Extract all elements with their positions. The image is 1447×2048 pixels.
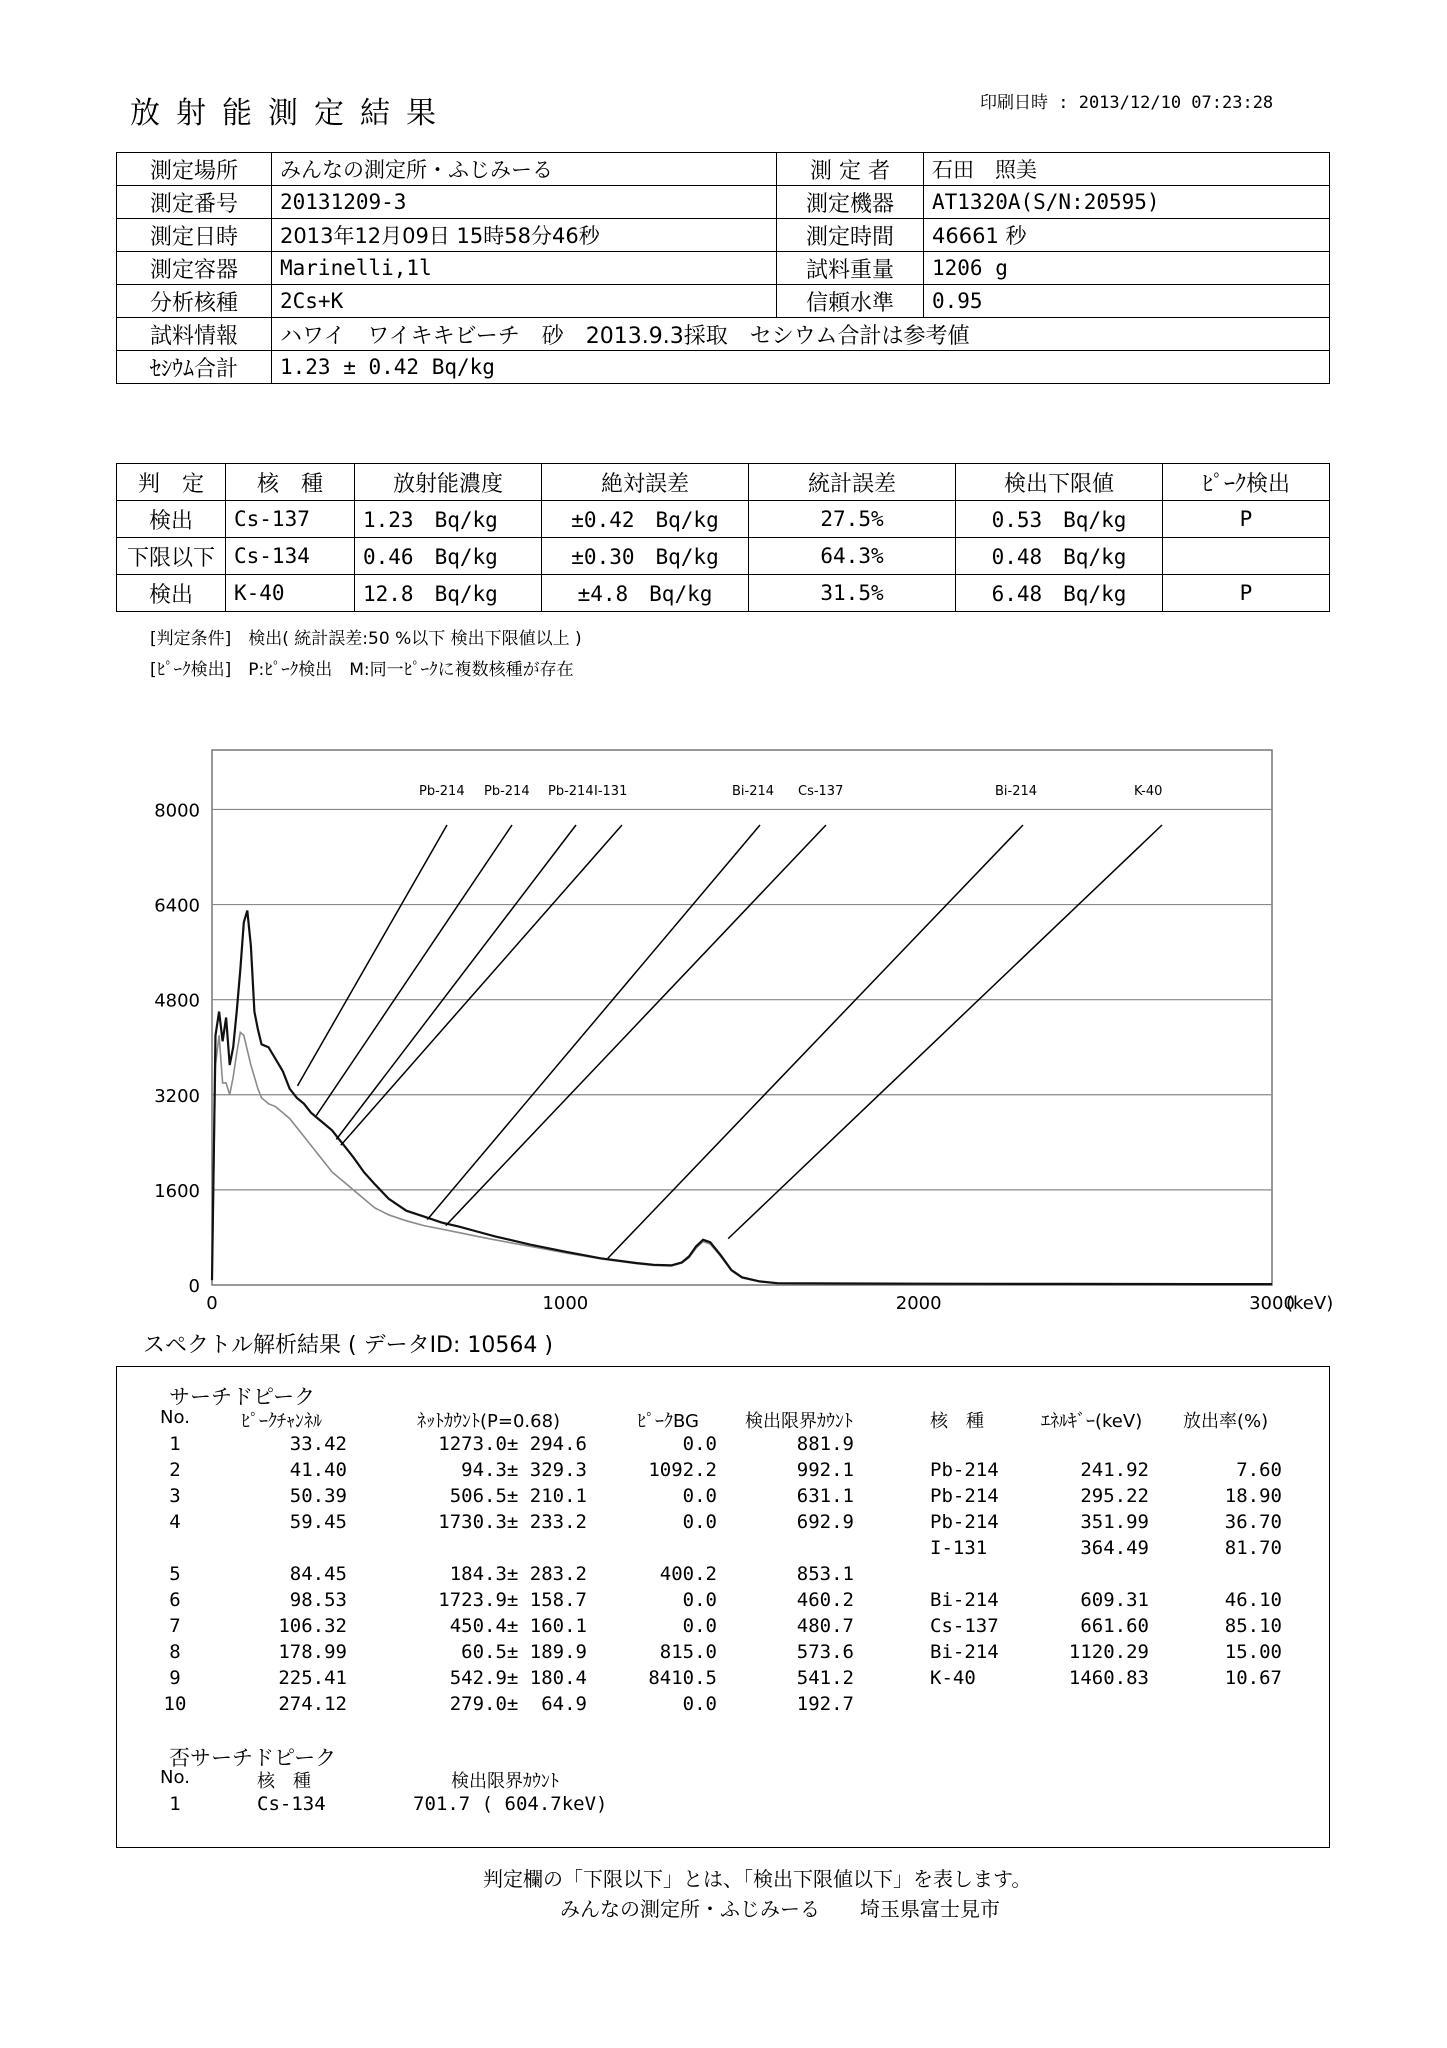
peak-cell-energy: 241.92	[1080, 1459, 1149, 1481]
absolute-error: ±0.30 Bq/kg	[542, 538, 749, 575]
result-header: 絶対誤差	[542, 464, 749, 501]
peak-detection-note: [ﾋﾟｰｸ検出] P:ﾋﾟｰｸ検出 M:同一ﾋﾟｰｸに複数核種が存在	[150, 660, 574, 680]
absolute-error: ±0.42 Bq/kg	[542, 501, 749, 538]
cesium-total-label: ｾｼｳﾑ合計	[117, 351, 272, 384]
y-tick-label: 3200	[154, 1085, 200, 1107]
peak-cell-bg: 0.0	[682, 1589, 717, 1611]
peak-cell-rate: 18.90	[1224, 1485, 1282, 1507]
non-search-cell-limit: 701.7 ( 604.7keV)	[413, 1793, 608, 1815]
info-value: 46661 秒	[924, 219, 1330, 252]
peak-cell-no: 8	[169, 1641, 181, 1663]
peak-table-header: ｴﾈﾙｷﾞｰ(keV)	[1041, 1411, 1143, 1432]
sample-info-value: ハワイ ワイキキビーチ 砂 2013.9.3採取 セシウム合計は参考値	[272, 318, 1330, 351]
result-row	[117, 501, 1330, 538]
document-title: 放射能測定結果	[130, 96, 452, 131]
peak-cell-bg: 815.0	[659, 1641, 717, 1663]
peak-cell-nuc: Pb-214	[930, 1511, 999, 1533]
search-peaks-title: サーチドピーク	[169, 1385, 316, 1409]
info-value: 2Cs+K	[272, 285, 777, 318]
peak-cell-net: 1723.9± 158.7	[438, 1589, 587, 1611]
peak-annotation-label: Pb-214	[548, 784, 594, 799]
result-table	[116, 463, 1330, 612]
peak-annotation-label: Pb-214	[419, 784, 465, 799]
info-value: 2013年12月09日 15時58分46秒	[272, 219, 777, 252]
spectrum-chart	[150, 745, 1350, 1325]
peak-cell-no: 1	[169, 1433, 181, 1455]
non-search-peaks-title: 否サーチドピーク	[169, 1746, 337, 1770]
x-axis-unit-label: (keV)	[1286, 1293, 1334, 1314]
footer-organization: みんなの測定所・ふじみーる 埼玉県富士見市	[560, 1897, 1000, 1921]
peak-cell-rate: 10.67	[1224, 1667, 1282, 1689]
peak-cell-ch: 274.12	[278, 1693, 347, 1715]
peak-table-header: ﾋﾟｰｸBG	[637, 1411, 699, 1432]
peak-cell-ch: 98.53	[289, 1589, 347, 1611]
peak-analysis-box	[116, 1366, 1330, 1848]
x-tick-label: 1000	[542, 1293, 589, 1314]
non-search-header: No.	[160, 1767, 190, 1788]
peak-cell-ch: 106.32	[278, 1615, 347, 1637]
info-row	[117, 186, 1330, 219]
peak-cell-lim: 480.7	[796, 1615, 854, 1637]
peak-table-header: 核 種	[930, 1411, 984, 1432]
peak-cell-no: 6	[169, 1589, 181, 1611]
peak-cell-net: 184.3± 283.2	[449, 1563, 587, 1585]
peak-cell-energy: 609.31	[1080, 1589, 1149, 1611]
peak-detection	[1163, 538, 1330, 575]
peak-cell-lim: 631.1	[796, 1485, 854, 1507]
info-label: 測定機器	[777, 186, 924, 219]
statistical-error: 27.5%	[749, 501, 956, 538]
peak-detection: P	[1163, 575, 1330, 612]
info-value: Marinelli,1l	[272, 252, 777, 285]
absolute-error: ±4.8 Bq/kg	[542, 575, 749, 612]
peak-cell-nuc: K-40	[930, 1667, 976, 1689]
peak-cell-ch: 59.45	[289, 1511, 347, 1533]
peak-cell-net: 450.4± 160.1	[449, 1615, 587, 1637]
peak-cell-nuc: Cs-137	[930, 1615, 999, 1637]
peak-cell-energy: 364.49	[1080, 1537, 1149, 1559]
concentration: 1.23 Bq/kg	[355, 501, 542, 538]
peak-cell-lim: 573.6	[796, 1641, 854, 1663]
peak-annotation-label: Pb-214	[484, 784, 530, 799]
peak-cell-energy: 661.60	[1080, 1615, 1149, 1637]
peak-cell-net: 279.0± 64.9	[449, 1693, 587, 1715]
spectrum-analysis-title: スペクトル解析結果 ( データID: 10564 )	[143, 1333, 553, 1358]
peak-cell-no: 3	[169, 1485, 181, 1507]
result-header: ﾋﾟｰｸ検出	[1163, 464, 1330, 501]
peak-annotation-label: Bi-214	[995, 784, 1038, 799]
result-header: 統計誤差	[749, 464, 956, 501]
peak-cell-bg: 400.2	[659, 1563, 717, 1585]
peak-cell-nuc: Bi-214	[930, 1589, 999, 1611]
peak-cell-no: 4	[169, 1511, 181, 1533]
peak-cell-rate: 81.70	[1224, 1537, 1282, 1559]
peak-cell-bg: 0.0	[682, 1693, 717, 1715]
judgement-condition-note: [判定条件] 検出( 統計誤差:50 %以下 検出下限値以上 )	[150, 629, 582, 649]
peak-cell-lim: 460.2	[796, 1589, 854, 1611]
peak-cell-lim: 992.1	[796, 1459, 854, 1481]
statistical-error: 64.3%	[749, 538, 956, 575]
peak-cell-rate: 46.10	[1224, 1589, 1282, 1611]
detection-limit: 0.53 Bq/kg	[956, 501, 1163, 538]
detection-limit: 0.48 Bq/kg	[956, 538, 1163, 575]
info-value: 1206 g	[924, 252, 1330, 285]
y-tick-label: 0	[188, 1276, 200, 1297]
peak-cell-no: 9	[169, 1667, 181, 1689]
result-row	[117, 575, 1330, 612]
x-tick-label: 2000	[895, 1293, 942, 1314]
info-label: 測定容器	[117, 252, 272, 285]
peak-cell-ch: 50.39	[289, 1485, 347, 1507]
measurement-info-table	[116, 152, 1330, 384]
non-search-header: 核 種	[257, 1771, 311, 1792]
peak-cell-nuc: Bi-214	[930, 1641, 999, 1663]
peak-cell-lim: 853.1	[796, 1563, 854, 1585]
concentration: 12.8 Bq/kg	[355, 575, 542, 612]
statistical-error: 31.5%	[749, 575, 956, 612]
info-row	[117, 153, 1330, 186]
peak-cell-bg: 0.0	[682, 1615, 717, 1637]
info-label: 信頼水準	[777, 285, 924, 318]
peak-cell-bg: 8410.5	[648, 1667, 717, 1689]
non-search-cell-no: 1	[169, 1793, 181, 1815]
cesium-total-value: 1.23 ± 0.42 Bq/kg	[272, 351, 1330, 384]
concentration: 0.46 Bq/kg	[355, 538, 542, 575]
peak-cell-lim: 541.2	[796, 1667, 854, 1689]
peak-cell-ch: 41.40	[289, 1459, 347, 1481]
peak-cell-lim: 881.9	[796, 1433, 854, 1455]
judgement: 検出	[117, 501, 226, 538]
peak-cell-no: 2	[169, 1459, 181, 1481]
judgement: 検出	[117, 575, 226, 612]
peak-cell-ch: 225.41	[278, 1667, 347, 1689]
peak-annotation-label: I-131	[594, 784, 628, 799]
peak-cell-ch: 33.42	[289, 1433, 347, 1455]
peak-annotation-label: Bi-214	[732, 784, 775, 799]
peak-cell-energy: 351.99	[1080, 1511, 1149, 1533]
info-row	[117, 285, 1330, 318]
x-tick-label: 3000	[1249, 1293, 1295, 1314]
info-value: AT1320A(S/N:20595)	[924, 186, 1330, 219]
result-header: 検出下限値	[956, 464, 1163, 501]
peak-cell-ch: 178.99	[278, 1641, 347, 1663]
judgement: 下限以下	[117, 538, 226, 575]
info-row	[117, 318, 1330, 351]
info-value: 石田 照美	[924, 153, 1330, 186]
info-value: みんなの測定所・ふじみーる	[272, 153, 777, 186]
info-row	[117, 219, 1330, 252]
peak-cell-lim: 692.9	[796, 1511, 854, 1533]
peak-annotation-label: K-40	[1134, 784, 1163, 799]
nuclide: Cs-137	[226, 501, 355, 538]
info-label: 試料重量	[777, 252, 924, 285]
result-header: 放射能濃度	[355, 464, 542, 501]
y-tick-label: 1600	[154, 1180, 200, 1202]
sample-info-label: 試料情報	[117, 318, 272, 351]
y-tick-label: 4800	[154, 990, 200, 1012]
peak-detection: P	[1163, 501, 1330, 538]
info-row	[117, 351, 1330, 384]
info-label: 測定番号	[117, 186, 272, 219]
y-tick-label: 8000	[154, 800, 200, 822]
info-label: 測定場所	[117, 153, 272, 186]
peak-cell-rate: 36.70	[1224, 1511, 1282, 1533]
detection-limit: 6.48 Bq/kg	[956, 575, 1163, 612]
info-label: 測定時間	[777, 219, 924, 252]
peak-annotation-label: Cs-137	[798, 784, 844, 799]
peak-cell-lim: 192.7	[796, 1693, 854, 1715]
info-label: 測 定 者	[777, 153, 924, 186]
result-header-row	[117, 464, 1330, 501]
y-tick-label: 6400	[154, 895, 200, 917]
peak-cell-net: 1730.3± 233.2	[438, 1511, 587, 1533]
print-date: 印刷日時 : 2013/12/10 07:23:28	[980, 93, 1274, 113]
peak-cell-rate: 85.10	[1224, 1615, 1282, 1637]
peak-table-header: ﾈｯﾄｶｳﾝﾄ(P=0.68)	[417, 1411, 561, 1432]
peak-cell-nuc: I-131	[930, 1537, 988, 1559]
peak-cell-bg: 0.0	[682, 1511, 717, 1533]
x-tick-label: 0	[206, 1293, 218, 1314]
peak-cell-energy: 1460.83	[1068, 1667, 1149, 1689]
info-label: 測定日時	[117, 219, 272, 252]
info-row	[117, 252, 1330, 285]
peak-cell-no: 10	[163, 1693, 187, 1715]
peak-cell-no: 5	[169, 1563, 181, 1585]
peak-cell-nuc: Pb-214	[930, 1485, 999, 1507]
peak-cell-rate: 15.00	[1224, 1641, 1282, 1663]
peak-table-header: ﾋﾟｰｸﾁｬﾝﾈﾙ	[241, 1411, 322, 1432]
peak-cell-net: 94.3± 329.3	[461, 1459, 587, 1481]
peak-cell-net: 506.5± 210.1	[449, 1485, 587, 1507]
peak-cell-no: 7	[169, 1615, 181, 1637]
peak-cell-bg: 0.0	[682, 1485, 717, 1507]
peak-cell-nuc: Pb-214	[930, 1459, 999, 1481]
info-label: 分析核種	[117, 285, 272, 318]
peak-table-header: No.	[160, 1407, 190, 1428]
info-value: 0.95	[924, 285, 1330, 318]
peak-cell-rate: 7.60	[1236, 1459, 1282, 1481]
peak-table-header: 放出率(%)	[1183, 1411, 1269, 1432]
peak-cell-net: 60.5± 189.9	[461, 1641, 587, 1663]
non-search-cell-nuclide: Cs-134	[257, 1793, 326, 1815]
info-value: 20131209-3	[272, 186, 777, 219]
peak-table-header: 検出限界ｶｳﾝﾄ	[745, 1411, 853, 1432]
nuclide: Cs-134	[226, 538, 355, 575]
peak-cell-net: 542.9± 180.4	[449, 1667, 587, 1689]
peak-cell-net: 1273.0± 294.6	[438, 1433, 587, 1455]
nuclide: K-40	[226, 575, 355, 612]
result-row	[117, 538, 1330, 575]
footer-note: 判定欄の「下限以下」とは、「検出下限値以下」を表します。	[483, 1867, 1032, 1891]
peak-cell-ch: 84.45	[289, 1563, 347, 1585]
result-header: 核 種	[226, 464, 355, 501]
non-search-header: 検出限界ｶｳﾝﾄ	[451, 1771, 559, 1792]
result-header: 判 定	[117, 464, 226, 501]
peak-cell-energy: 1120.29	[1068, 1641, 1149, 1663]
peak-cell-bg: 0.0	[682, 1433, 717, 1455]
peak-cell-energy: 295.22	[1080, 1485, 1149, 1507]
peak-cell-bg: 1092.2	[648, 1459, 717, 1481]
